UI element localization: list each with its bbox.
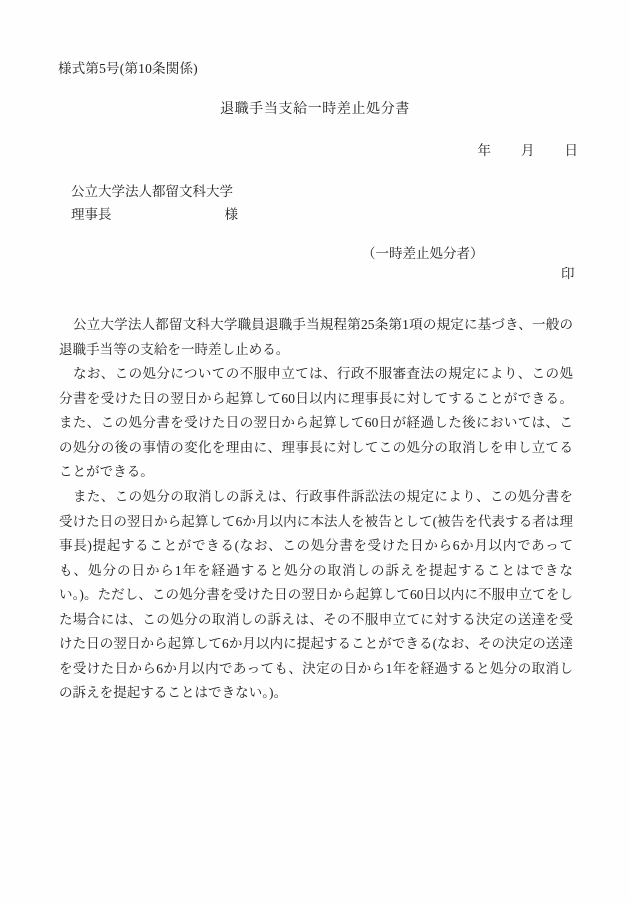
addressee-post-line: [71, 204, 238, 227]
addressee-block: [71, 181, 238, 226]
page-title: 退職手当支給一時差止処分書: [220, 102, 410, 117]
date-year-label: 年: [477, 143, 491, 158]
date-month-label: 月: [521, 143, 535, 158]
body-paragraph-1: 公立大学法人都留文科大学職員退職手当規程第25条第1項の規定に基づき、一般の退職手当等の支給を一時差し止める。: [59, 317, 573, 357]
date-line: [478, 142, 579, 161]
seal-mark: 印: [561, 266, 575, 281]
addressee-post: 理事長: [71, 206, 112, 222]
body-paragraph-2: なお、この処分についての不服申立ては、行政不服審査法の規定により、この処分書を受けた日の翌日から起算して60日以内に理事長に対してすることができる。また、この処分書を受けた日の翌日から起算して60日が経過した後においては、この処分の後の事情の変化を理由に、理事長に対してこの処分の取消しを申し立てることができる。: [59, 366, 573, 480]
signer-role-label: （一時差止処分者）: [362, 246, 484, 261]
document-body: [59, 313, 573, 706]
date-day-label: 日: [564, 143, 578, 158]
addressee-honorific: 様: [224, 206, 238, 222]
addressee-organization: 公立大学法人都留文科大学: [71, 184, 233, 199]
body-paragraph-3: また、この処分の取消しの訴えは、行政事件訴訟法の規定により、この処分書を受けた日の翌日から起算して6か月以内に本法人を被告として(被告を代表する者は理事長)提起することができる(なお、この処分書を受けた日から6か月以内であっても、処分の日から1年を経過すると処分の取消しの訴えを提起することはできない。)。ただし、この処分書を受けた日の翌日から起算して60日以内に不服申立てをした場合には、この処分の取消しの訴えは、その不服申立てに対する決定の送達を受けた日の翌日から起算して6か月以内に提起することができる(なお、その決定の送達を受けた日から6か月以内であっても、決定の日から1年を経過すると処分の取消しの訴えを提起することはできない。)。: [59, 488, 573, 701]
form-number: 様式第5号(第10条関係): [58, 61, 198, 76]
